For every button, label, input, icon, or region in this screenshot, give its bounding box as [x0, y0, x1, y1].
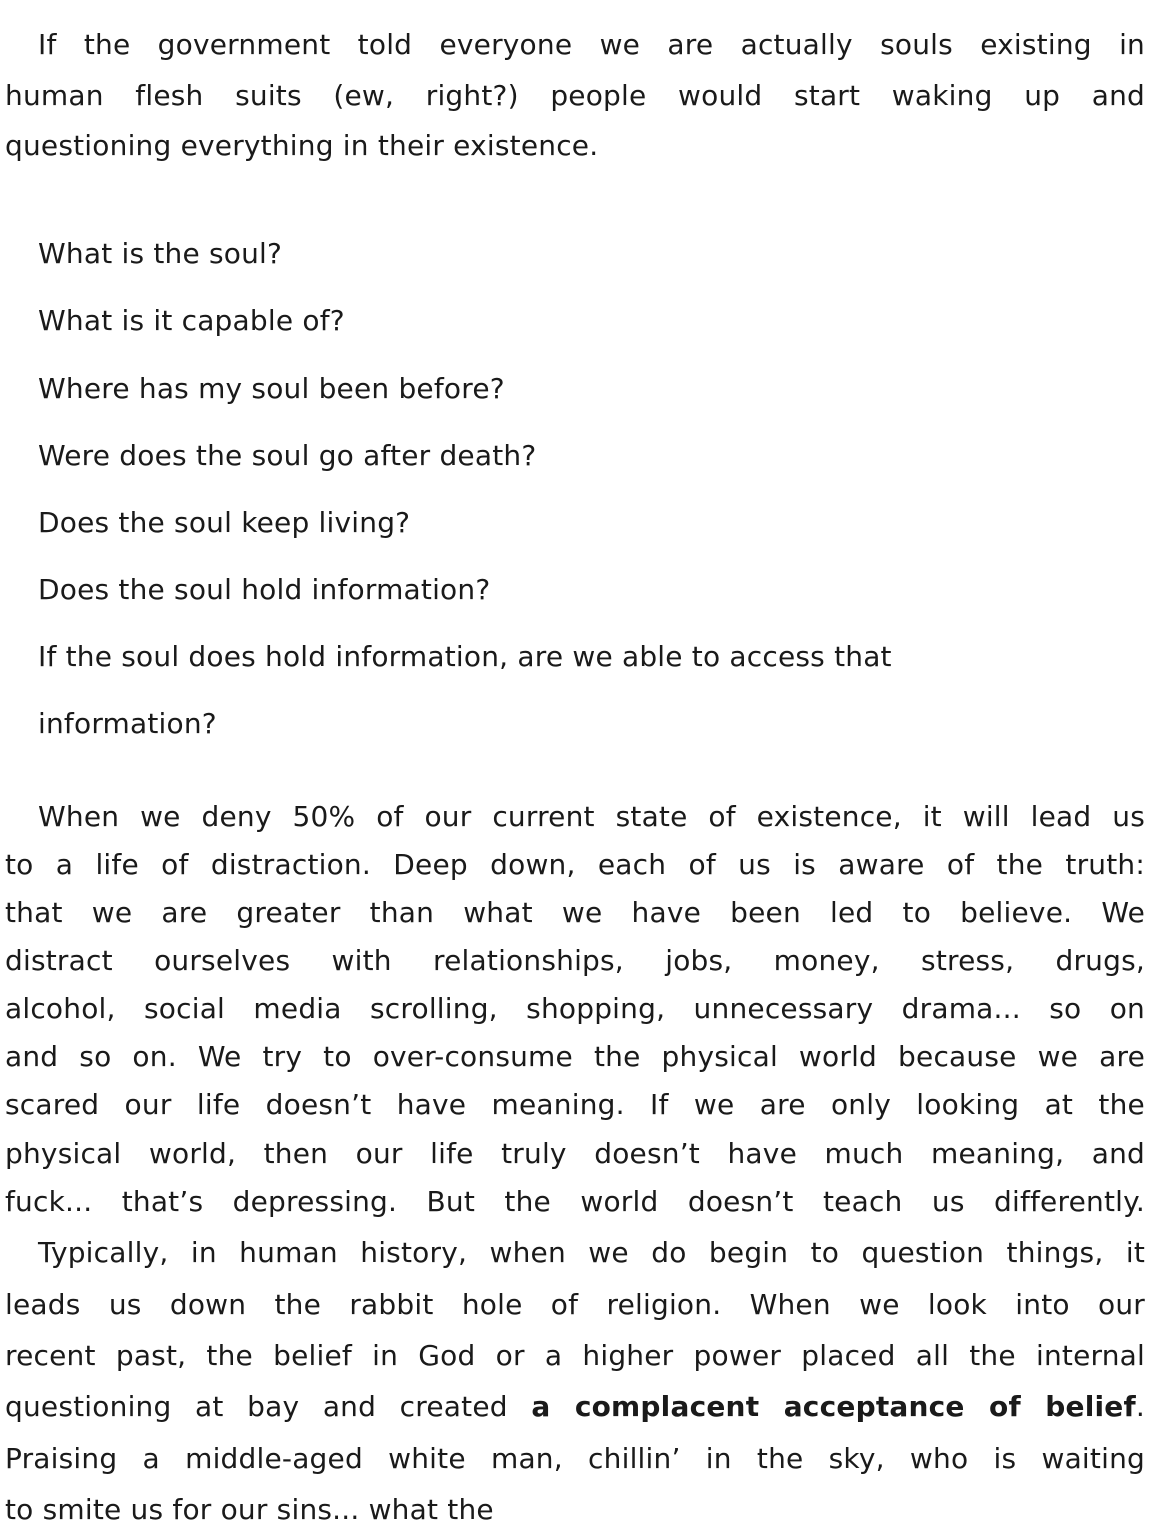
paragraph-3-line-3: recent past, the belief in God or a higher power placed all the internal — [5, 1339, 1145, 1372]
paragraph-2-line-4: distract ourselves with relationships, jobs, money, stress, drugs, — [5, 944, 1145, 977]
question-5: Does the soul keep living? — [38, 506, 411, 539]
paragraph-1-line-2: human flesh suits (ew, right?) people would start waking up and — [5, 79, 1145, 112]
question-6: Does the soul hold information? — [38, 573, 491, 606]
question-3: Where has my soul been before? — [38, 372, 505, 405]
question-7: If the soul does hold information, are we able to access that — [38, 640, 892, 673]
paragraph-3-line-5: Praising a middle-aged white man, chillin’ in the sky, who is waiting — [5, 1442, 1145, 1475]
paragraph-2-line-3: that we are greater than what we have been led to believe. We — [5, 896, 1145, 929]
paragraph-2-line-7: scared our life doesn’t have meaning. If we are only looking at the — [5, 1088, 1145, 1121]
paragraph-1-line-3: questioning everything in their existence. — [5, 129, 599, 162]
paragraph-2-line-5: alcohol, social media scrolling, shopping, unnecessary drama... so on — [5, 992, 1145, 1025]
paragraph-2-line-9: fuck... that’s depressing. But the world doesn’t teach us differently. — [5, 1185, 1145, 1218]
question-2: What is it capable of? — [38, 304, 345, 337]
paragraph-2-line-1: When we deny 50% of our current state of existence, it will lead us — [38, 800, 1145, 833]
paragraph-3-line-2: leads us down the rabbit hole of religion. When we look into our — [5, 1288, 1145, 1321]
paragraph-3-line-4-period: . — [1135, 1390, 1145, 1423]
question-1: What is the soul? — [38, 237, 283, 270]
paragraph-3-line-6: to smite us for our sins... what the — [5, 1493, 494, 1526]
paragraph-1-line-1: If the government told everyone we are actually souls existing in — [38, 28, 1145, 61]
question-7-continued: information? — [38, 707, 217, 740]
paragraph-2-line-8: physical world, then our life truly doesn’t have much meaning, and — [5, 1137, 1145, 1170]
paragraph-3-line-1: Typically, in human history, when we do begin to question things, it — [38, 1236, 1145, 1269]
question-4: Were does the soul go after death? — [38, 439, 537, 472]
paragraph-2-line-2: to a life of distraction. Deep down, each of us is aware of the truth: — [5, 848, 1145, 881]
paragraph-3-line-4-text: questioning at bay and created — [5, 1390, 532, 1423]
paragraph-2-line-6: and so on. We try to over-consume the physical world because we are — [5, 1040, 1145, 1073]
emphasis-complacent-acceptance: a complacent acceptance of belief — [531, 1390, 1136, 1423]
paragraph-3-line-4 — [5, 1390, 1145, 1424]
